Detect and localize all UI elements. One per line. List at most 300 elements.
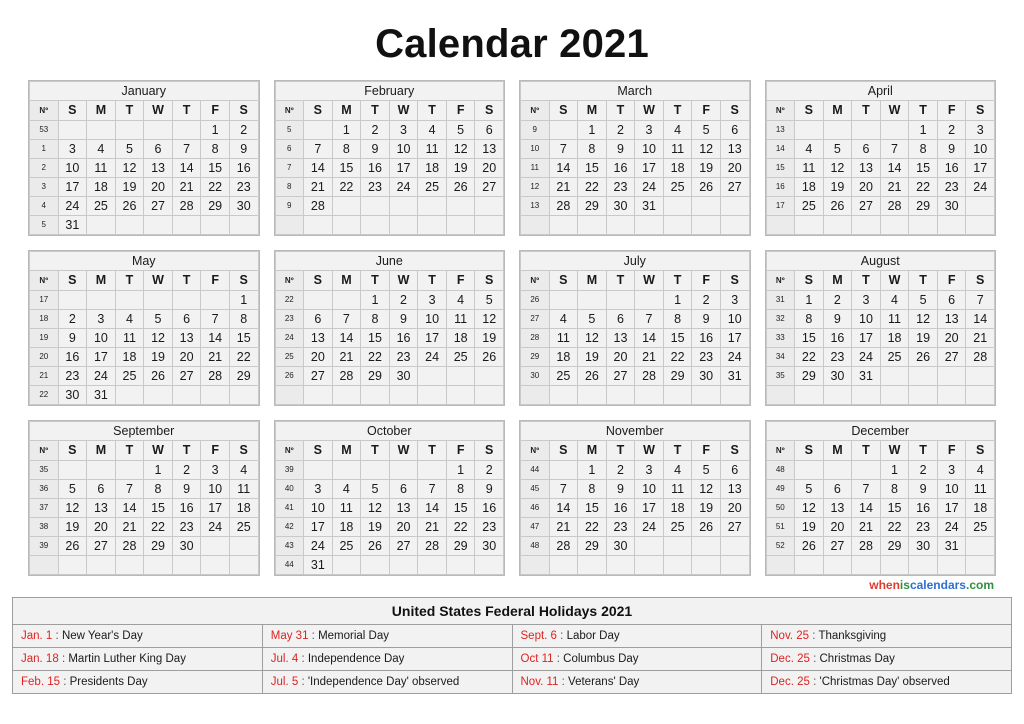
day-cell[interactable]: 1 <box>144 461 173 480</box>
day-cell[interactable]: 5 <box>795 480 824 499</box>
day-cell[interactable]: 4 <box>446 291 475 310</box>
day-cell[interactable]: 22 <box>361 348 390 367</box>
day-cell[interactable]: 25 <box>663 178 692 197</box>
day-cell[interactable]: 14 <box>880 159 909 178</box>
day-cell[interactable]: 29 <box>201 197 230 216</box>
day-cell[interactable]: 6 <box>720 461 749 480</box>
day-cell[interactable]: 10 <box>635 140 664 159</box>
day-cell[interactable]: 8 <box>578 140 607 159</box>
day-cell[interactable]: 26 <box>692 178 721 197</box>
day-cell[interactable]: 23 <box>937 178 966 197</box>
day-cell[interactable]: 16 <box>823 329 852 348</box>
day-cell[interactable]: 27 <box>720 178 749 197</box>
day-cell[interactable]: 10 <box>720 310 749 329</box>
day-cell[interactable]: 3 <box>389 121 418 140</box>
day-cell[interactable]: 13 <box>720 480 749 499</box>
day-cell[interactable]: 13 <box>606 329 635 348</box>
day-cell[interactable]: 7 <box>852 480 881 499</box>
day-cell[interactable]: 28 <box>418 537 447 556</box>
day-cell[interactable]: 29 <box>578 197 607 216</box>
day-cell[interactable]: 10 <box>937 480 966 499</box>
day-cell[interactable]: 22 <box>201 178 230 197</box>
day-cell[interactable]: 24 <box>720 348 749 367</box>
day-cell[interactable]: 15 <box>578 499 607 518</box>
day-cell[interactable]: 16 <box>909 499 938 518</box>
day-cell[interactable]: 20 <box>823 518 852 537</box>
day-cell[interactable]: 4 <box>795 140 824 159</box>
day-cell[interactable]: 18 <box>332 518 361 537</box>
day-cell[interactable]: 22 <box>578 518 607 537</box>
day-cell[interactable]: 29 <box>578 537 607 556</box>
day-cell[interactable]: 22 <box>229 348 258 367</box>
day-cell[interactable]: 26 <box>823 197 852 216</box>
day-cell[interactable]: 15 <box>909 159 938 178</box>
day-cell[interactable]: 9 <box>361 140 390 159</box>
day-cell[interactable]: 5 <box>692 121 721 140</box>
day-cell[interactable]: 26 <box>795 537 824 556</box>
day-cell[interactable]: 3 <box>937 461 966 480</box>
day-cell[interactable]: 10 <box>58 159 87 178</box>
day-cell[interactable]: 20 <box>144 178 173 197</box>
day-cell[interactable]: 12 <box>361 499 390 518</box>
day-cell[interactable]: 24 <box>418 348 447 367</box>
day-cell[interactable]: 25 <box>229 518 258 537</box>
day-cell[interactable]: 7 <box>115 480 144 499</box>
day-cell[interactable]: 26 <box>58 537 87 556</box>
day-cell[interactable]: 11 <box>446 310 475 329</box>
day-cell[interactable]: 26 <box>578 367 607 386</box>
day-cell[interactable]: 8 <box>229 310 258 329</box>
day-cell[interactable]: 31 <box>58 216 87 235</box>
day-cell[interactable]: 30 <box>692 367 721 386</box>
day-cell[interactable]: 23 <box>361 178 390 197</box>
day-cell[interactable]: 4 <box>115 310 144 329</box>
day-cell[interactable]: 9 <box>937 140 966 159</box>
day-cell[interactable]: 1 <box>880 461 909 480</box>
day-cell[interactable]: 1 <box>361 291 390 310</box>
day-cell[interactable]: 11 <box>880 310 909 329</box>
day-cell[interactable]: 28 <box>880 197 909 216</box>
day-cell[interactable]: 14 <box>852 499 881 518</box>
day-cell[interactable]: 14 <box>635 329 664 348</box>
day-cell[interactable]: 21 <box>966 329 995 348</box>
day-cell[interactable]: 28 <box>201 367 230 386</box>
day-cell[interactable]: 27 <box>172 367 201 386</box>
day-cell[interactable]: 22 <box>578 178 607 197</box>
day-cell[interactable]: 24 <box>635 518 664 537</box>
day-cell[interactable]: 17 <box>201 499 230 518</box>
day-cell[interactable]: 1 <box>578 121 607 140</box>
day-cell[interactable]: 10 <box>201 480 230 499</box>
day-cell[interactable]: 14 <box>115 499 144 518</box>
day-cell[interactable]: 15 <box>229 329 258 348</box>
day-cell[interactable]: 1 <box>663 291 692 310</box>
day-cell[interactable]: 25 <box>87 197 116 216</box>
day-cell[interactable]: 23 <box>823 348 852 367</box>
day-cell[interactable]: 29 <box>909 197 938 216</box>
day-cell[interactable]: 16 <box>361 159 390 178</box>
day-cell[interactable]: 21 <box>880 178 909 197</box>
day-cell[interactable]: 7 <box>201 310 230 329</box>
day-cell[interactable]: 15 <box>361 329 390 348</box>
day-cell[interactable]: 26 <box>361 537 390 556</box>
day-cell[interactable]: 7 <box>549 140 578 159</box>
day-cell[interactable]: 26 <box>144 367 173 386</box>
day-cell[interactable]: 14 <box>201 329 230 348</box>
day-cell[interactable]: 2 <box>58 310 87 329</box>
day-cell[interactable]: 9 <box>823 310 852 329</box>
day-cell[interactable]: 12 <box>823 159 852 178</box>
day-cell[interactable]: 7 <box>172 140 201 159</box>
day-cell[interactable]: 4 <box>966 461 995 480</box>
day-cell[interactable]: 5 <box>446 121 475 140</box>
day-cell[interactable]: 6 <box>720 121 749 140</box>
day-cell[interactable]: 31 <box>304 556 333 575</box>
day-cell[interactable]: 1 <box>332 121 361 140</box>
day-cell[interactable]: 31 <box>852 367 881 386</box>
day-cell[interactable]: 11 <box>795 159 824 178</box>
day-cell[interactable]: 29 <box>361 367 390 386</box>
day-cell[interactable]: 18 <box>418 159 447 178</box>
day-cell[interactable]: 14 <box>549 159 578 178</box>
day-cell[interactable]: 27 <box>389 537 418 556</box>
day-cell[interactable]: 2 <box>361 121 390 140</box>
day-cell[interactable]: 5 <box>58 480 87 499</box>
day-cell[interactable]: 30 <box>229 197 258 216</box>
day-cell[interactable]: 15 <box>663 329 692 348</box>
day-cell[interactable]: 12 <box>115 159 144 178</box>
day-cell[interactable]: 23 <box>172 518 201 537</box>
day-cell[interactable]: 25 <box>446 348 475 367</box>
day-cell[interactable]: 6 <box>87 480 116 499</box>
day-cell[interactable]: 3 <box>87 310 116 329</box>
day-cell[interactable]: 1 <box>229 291 258 310</box>
day-cell[interactable]: 5 <box>115 140 144 159</box>
day-cell[interactable]: 3 <box>635 121 664 140</box>
day-cell[interactable]: 10 <box>418 310 447 329</box>
day-cell[interactable]: 2 <box>229 121 258 140</box>
day-cell[interactable]: 10 <box>966 140 995 159</box>
day-cell[interactable]: 16 <box>475 499 504 518</box>
day-cell[interactable]: 27 <box>720 518 749 537</box>
day-cell[interactable]: 4 <box>332 480 361 499</box>
day-cell[interactable]: 26 <box>475 348 504 367</box>
day-cell[interactable]: 17 <box>389 159 418 178</box>
day-cell[interactable]: 19 <box>578 348 607 367</box>
day-cell[interactable]: 20 <box>475 159 504 178</box>
day-cell[interactable]: 7 <box>549 480 578 499</box>
day-cell[interactable]: 25 <box>966 518 995 537</box>
day-cell[interactable]: 17 <box>635 159 664 178</box>
day-cell[interactable]: 25 <box>115 367 144 386</box>
day-cell[interactable]: 30 <box>606 197 635 216</box>
day-cell[interactable]: 29 <box>795 367 824 386</box>
day-cell[interactable]: 9 <box>606 480 635 499</box>
day-cell[interactable]: 29 <box>144 537 173 556</box>
day-cell[interactable]: 13 <box>720 140 749 159</box>
day-cell[interactable]: 14 <box>304 159 333 178</box>
day-cell[interactable]: 15 <box>446 499 475 518</box>
day-cell[interactable]: 28 <box>115 537 144 556</box>
day-cell[interactable]: 2 <box>692 291 721 310</box>
day-cell[interactable]: 28 <box>852 537 881 556</box>
day-cell[interactable]: 30 <box>389 367 418 386</box>
day-cell[interactable]: 15 <box>578 159 607 178</box>
day-cell[interactable]: 18 <box>966 499 995 518</box>
day-cell[interactable]: 17 <box>635 499 664 518</box>
day-cell[interactable]: 4 <box>87 140 116 159</box>
day-cell[interactable]: 10 <box>635 480 664 499</box>
day-cell[interactable]: 16 <box>606 499 635 518</box>
day-cell[interactable]: 8 <box>663 310 692 329</box>
day-cell[interactable]: 7 <box>332 310 361 329</box>
day-cell[interactable]: 19 <box>475 329 504 348</box>
day-cell[interactable]: 24 <box>304 537 333 556</box>
day-cell[interactable]: 5 <box>692 461 721 480</box>
day-cell[interactable]: 25 <box>418 178 447 197</box>
day-cell[interactable]: 4 <box>418 121 447 140</box>
day-cell[interactable]: 17 <box>720 329 749 348</box>
day-cell[interactable]: 15 <box>144 499 173 518</box>
day-cell[interactable]: 22 <box>446 518 475 537</box>
day-cell[interactable]: 16 <box>58 348 87 367</box>
day-cell[interactable]: 20 <box>304 348 333 367</box>
day-cell[interactable]: 6 <box>937 291 966 310</box>
day-cell[interactable]: 17 <box>966 159 995 178</box>
day-cell[interactable]: 31 <box>720 367 749 386</box>
day-cell[interactable]: 6 <box>606 310 635 329</box>
day-cell[interactable]: 8 <box>144 480 173 499</box>
day-cell[interactable]: 3 <box>58 140 87 159</box>
day-cell[interactable]: 24 <box>389 178 418 197</box>
day-cell[interactable]: 22 <box>909 178 938 197</box>
day-cell[interactable]: 2 <box>172 461 201 480</box>
day-cell[interactable]: 30 <box>606 537 635 556</box>
day-cell[interactable]: 11 <box>87 159 116 178</box>
day-cell[interactable]: 16 <box>172 499 201 518</box>
day-cell[interactable]: 10 <box>87 329 116 348</box>
day-cell[interactable]: 8 <box>446 480 475 499</box>
day-cell[interactable]: 13 <box>304 329 333 348</box>
day-cell[interactable]: 2 <box>389 291 418 310</box>
day-cell[interactable]: 4 <box>229 461 258 480</box>
day-cell[interactable]: 17 <box>58 178 87 197</box>
day-cell[interactable]: 20 <box>937 329 966 348</box>
day-cell[interactable]: 13 <box>389 499 418 518</box>
day-cell[interactable]: 17 <box>852 329 881 348</box>
day-cell[interactable]: 2 <box>606 461 635 480</box>
day-cell[interactable]: 21 <box>549 518 578 537</box>
day-cell[interactable]: 29 <box>663 367 692 386</box>
day-cell[interactable]: 8 <box>201 140 230 159</box>
day-cell[interactable]: 26 <box>115 197 144 216</box>
day-cell[interactable]: 23 <box>606 178 635 197</box>
day-cell[interactable]: 18 <box>663 159 692 178</box>
day-cell[interactable]: 28 <box>172 197 201 216</box>
day-cell[interactable]: 27 <box>823 537 852 556</box>
day-cell[interactable]: 4 <box>663 461 692 480</box>
day-cell[interactable]: 25 <box>880 348 909 367</box>
day-cell[interactable]: 1 <box>201 121 230 140</box>
day-cell[interactable]: 2 <box>475 461 504 480</box>
day-cell[interactable]: 23 <box>475 518 504 537</box>
day-cell[interactable]: 18 <box>549 348 578 367</box>
day-cell[interactable]: 21 <box>172 178 201 197</box>
day-cell[interactable]: 31 <box>937 537 966 556</box>
day-cell[interactable]: 6 <box>475 121 504 140</box>
day-cell[interactable]: 17 <box>937 499 966 518</box>
day-cell[interactable]: 8 <box>909 140 938 159</box>
day-cell[interactable]: 1 <box>795 291 824 310</box>
day-cell[interactable]: 3 <box>635 461 664 480</box>
day-cell[interactable]: 15 <box>201 159 230 178</box>
day-cell[interactable]: 12 <box>795 499 824 518</box>
day-cell[interactable]: 30 <box>823 367 852 386</box>
day-cell[interactable]: 13 <box>144 159 173 178</box>
day-cell[interactable]: 19 <box>909 329 938 348</box>
day-cell[interactable]: 17 <box>87 348 116 367</box>
day-cell[interactable]: 7 <box>635 310 664 329</box>
day-cell[interactable]: 19 <box>823 178 852 197</box>
day-cell[interactable]: 9 <box>229 140 258 159</box>
day-cell[interactable]: 27 <box>304 367 333 386</box>
day-cell[interactable]: 11 <box>332 499 361 518</box>
day-cell[interactable]: 28 <box>966 348 995 367</box>
day-cell[interactable]: 23 <box>229 178 258 197</box>
day-cell[interactable]: 14 <box>418 499 447 518</box>
day-cell[interactable]: 1 <box>578 461 607 480</box>
day-cell[interactable]: 30 <box>172 537 201 556</box>
day-cell[interactable]: 13 <box>172 329 201 348</box>
day-cell[interactable]: 9 <box>172 480 201 499</box>
day-cell[interactable]: 28 <box>549 537 578 556</box>
day-cell[interactable]: 12 <box>692 140 721 159</box>
day-cell[interactable]: 23 <box>692 348 721 367</box>
day-cell[interactable]: 23 <box>909 518 938 537</box>
day-cell[interactable]: 14 <box>172 159 201 178</box>
day-cell[interactable]: 10 <box>852 310 881 329</box>
day-cell[interactable]: 16 <box>692 329 721 348</box>
day-cell[interactable]: 24 <box>852 348 881 367</box>
day-cell[interactable]: 19 <box>446 159 475 178</box>
day-cell[interactable]: 25 <box>795 197 824 216</box>
day-cell[interactable]: 8 <box>361 310 390 329</box>
day-cell[interactable]: 11 <box>115 329 144 348</box>
day-cell[interactable]: 27 <box>87 537 116 556</box>
day-cell[interactable]: 30 <box>909 537 938 556</box>
day-cell[interactable]: 25 <box>549 367 578 386</box>
day-cell[interactable]: 18 <box>663 499 692 518</box>
day-cell[interactable]: 8 <box>332 140 361 159</box>
day-cell[interactable]: 2 <box>909 461 938 480</box>
day-cell[interactable]: 15 <box>880 499 909 518</box>
day-cell[interactable]: 22 <box>880 518 909 537</box>
day-cell[interactable]: 15 <box>795 329 824 348</box>
day-cell[interactable]: 11 <box>663 140 692 159</box>
day-cell[interactable]: 7 <box>880 140 909 159</box>
day-cell[interactable]: 6 <box>852 140 881 159</box>
day-cell[interactable]: 15 <box>332 159 361 178</box>
day-cell[interactable]: 9 <box>692 310 721 329</box>
day-cell[interactable]: 2 <box>937 121 966 140</box>
day-cell[interactable]: 30 <box>937 197 966 216</box>
day-cell[interactable]: 11 <box>966 480 995 499</box>
day-cell[interactable]: 5 <box>823 140 852 159</box>
day-cell[interactable]: 5 <box>909 291 938 310</box>
day-cell[interactable]: 24 <box>87 367 116 386</box>
day-cell[interactable]: 23 <box>389 348 418 367</box>
day-cell[interactable]: 4 <box>663 121 692 140</box>
day-cell[interactable]: 6 <box>823 480 852 499</box>
day-cell[interactable]: 22 <box>663 348 692 367</box>
day-cell[interactable]: 26 <box>692 518 721 537</box>
day-cell[interactable]: 18 <box>446 329 475 348</box>
day-cell[interactable]: 3 <box>720 291 749 310</box>
day-cell[interactable]: 14 <box>549 499 578 518</box>
day-cell[interactable]: 18 <box>115 348 144 367</box>
day-cell[interactable]: 3 <box>418 291 447 310</box>
day-cell[interactable]: 3 <box>304 480 333 499</box>
day-cell[interactable]: 21 <box>635 348 664 367</box>
day-cell[interactable]: 5 <box>475 291 504 310</box>
day-cell[interactable]: 29 <box>880 537 909 556</box>
day-cell[interactable]: 12 <box>578 329 607 348</box>
day-cell[interactable]: 25 <box>332 537 361 556</box>
day-cell[interactable]: 19 <box>692 159 721 178</box>
day-cell[interactable]: 13 <box>823 499 852 518</box>
day-cell[interactable]: 11 <box>418 140 447 159</box>
day-cell[interactable]: 1 <box>909 121 938 140</box>
day-cell[interactable]: 9 <box>58 329 87 348</box>
day-cell[interactable]: 27 <box>937 348 966 367</box>
day-cell[interactable]: 27 <box>606 367 635 386</box>
day-cell[interactable]: 8 <box>578 480 607 499</box>
day-cell[interactable]: 3 <box>966 121 995 140</box>
day-cell[interactable]: 21 <box>332 348 361 367</box>
day-cell[interactable]: 22 <box>144 518 173 537</box>
day-cell[interactable]: 21 <box>304 178 333 197</box>
day-cell[interactable]: 10 <box>304 499 333 518</box>
day-cell[interactable]: 11 <box>549 329 578 348</box>
day-cell[interactable]: 28 <box>304 197 333 216</box>
day-cell[interactable]: 16 <box>606 159 635 178</box>
day-cell[interactable]: 29 <box>229 367 258 386</box>
day-cell[interactable]: 28 <box>635 367 664 386</box>
day-cell[interactable]: 12 <box>144 329 173 348</box>
day-cell[interactable]: 19 <box>692 499 721 518</box>
day-cell[interactable]: 24 <box>937 518 966 537</box>
day-cell[interactable]: 31 <box>635 197 664 216</box>
day-cell[interactable]: 2 <box>823 291 852 310</box>
day-cell[interactable]: 26 <box>909 348 938 367</box>
day-cell[interactable]: 21 <box>418 518 447 537</box>
day-cell[interactable]: 6 <box>389 480 418 499</box>
day-cell[interactable]: 17 <box>304 518 333 537</box>
day-cell[interactable]: 22 <box>795 348 824 367</box>
day-cell[interactable]: 6 <box>144 140 173 159</box>
day-cell[interactable]: 12 <box>692 480 721 499</box>
day-cell[interactable]: 5 <box>144 310 173 329</box>
day-cell[interactable]: 12 <box>909 310 938 329</box>
day-cell[interactable]: 6 <box>304 310 333 329</box>
day-cell[interactable]: 7 <box>966 291 995 310</box>
day-cell[interactable]: 19 <box>361 518 390 537</box>
day-cell[interactable]: 24 <box>201 518 230 537</box>
day-cell[interactable]: 24 <box>58 197 87 216</box>
day-cell[interactable]: 4 <box>549 310 578 329</box>
day-cell[interactable]: 12 <box>475 310 504 329</box>
day-cell[interactable]: 27 <box>144 197 173 216</box>
